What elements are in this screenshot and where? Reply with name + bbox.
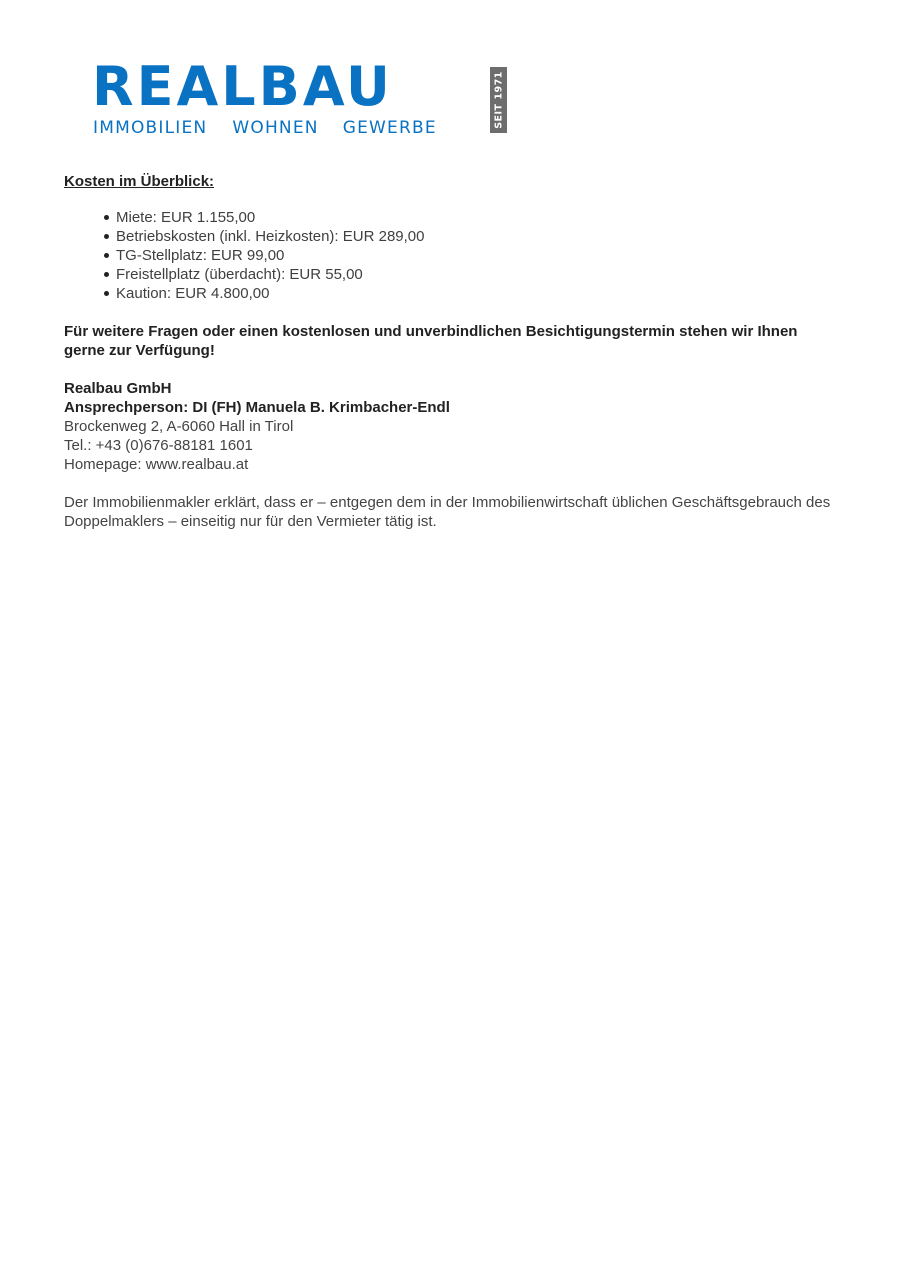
contact-address: Brockenweg 2, A-6060 Hall in Tirol xyxy=(64,418,294,435)
contact-phone: Tel.: +43 (0)676-88181 1601 xyxy=(64,437,253,454)
cost-item-freistellplatz: Freistellplatz (überdacht): EUR 55,00 xyxy=(116,265,834,284)
contact-homepage: Homepage: www.realbau.at xyxy=(64,456,249,473)
logo-since-text: SEIT 1971 xyxy=(493,71,504,129)
contact-company: Realbau GmbH xyxy=(64,380,172,397)
cost-item-miete: Miete: EUR 1.155,00 xyxy=(116,208,834,227)
contact-person: Ansprechperson: DI (FH) Manuela B. Krimbacher-Endl xyxy=(64,399,450,416)
cost-item-kaution: Kaution: EUR 4.800,00 xyxy=(116,284,834,303)
contact-block xyxy=(64,379,834,474)
logo-tagline-gewerbe: GEWERBE xyxy=(342,118,437,138)
realbau-logo xyxy=(92,55,512,138)
invitation-text: Für weitere Fragen oder einen kostenlosen und unverbindlichen Besichtigungstermin stehen wir Ihnen gerne zur Verfügung! xyxy=(64,323,798,359)
logo-tagline-wohnen: WOHNEN xyxy=(232,118,319,138)
disclaimer-text: Der Immobilienmakler erklärt, dass er – entgegen dem in der Immobilienwirtschaft üblichen Geschäftsgebrauch des Doppelmaklers – einseitig nur für den Vermieter tätig ist. xyxy=(64,494,831,530)
cost-item-betriebskosten: Betriebskosten (inkl. Heizkosten): EUR 289,00 xyxy=(116,227,834,246)
document-body xyxy=(64,172,834,531)
logo-tagline xyxy=(93,118,437,138)
costs-list xyxy=(64,208,834,303)
cost-item-tg-stellplatz: TG-Stellplatz: EUR 99,00 xyxy=(116,246,834,265)
logo-tagline-immobilien: IMMOBILIEN xyxy=(93,118,208,138)
costs-heading: Kosten im Überblick: xyxy=(64,173,215,190)
logo-brand: REALBAU xyxy=(92,55,393,118)
logo-since-badge xyxy=(490,67,507,133)
